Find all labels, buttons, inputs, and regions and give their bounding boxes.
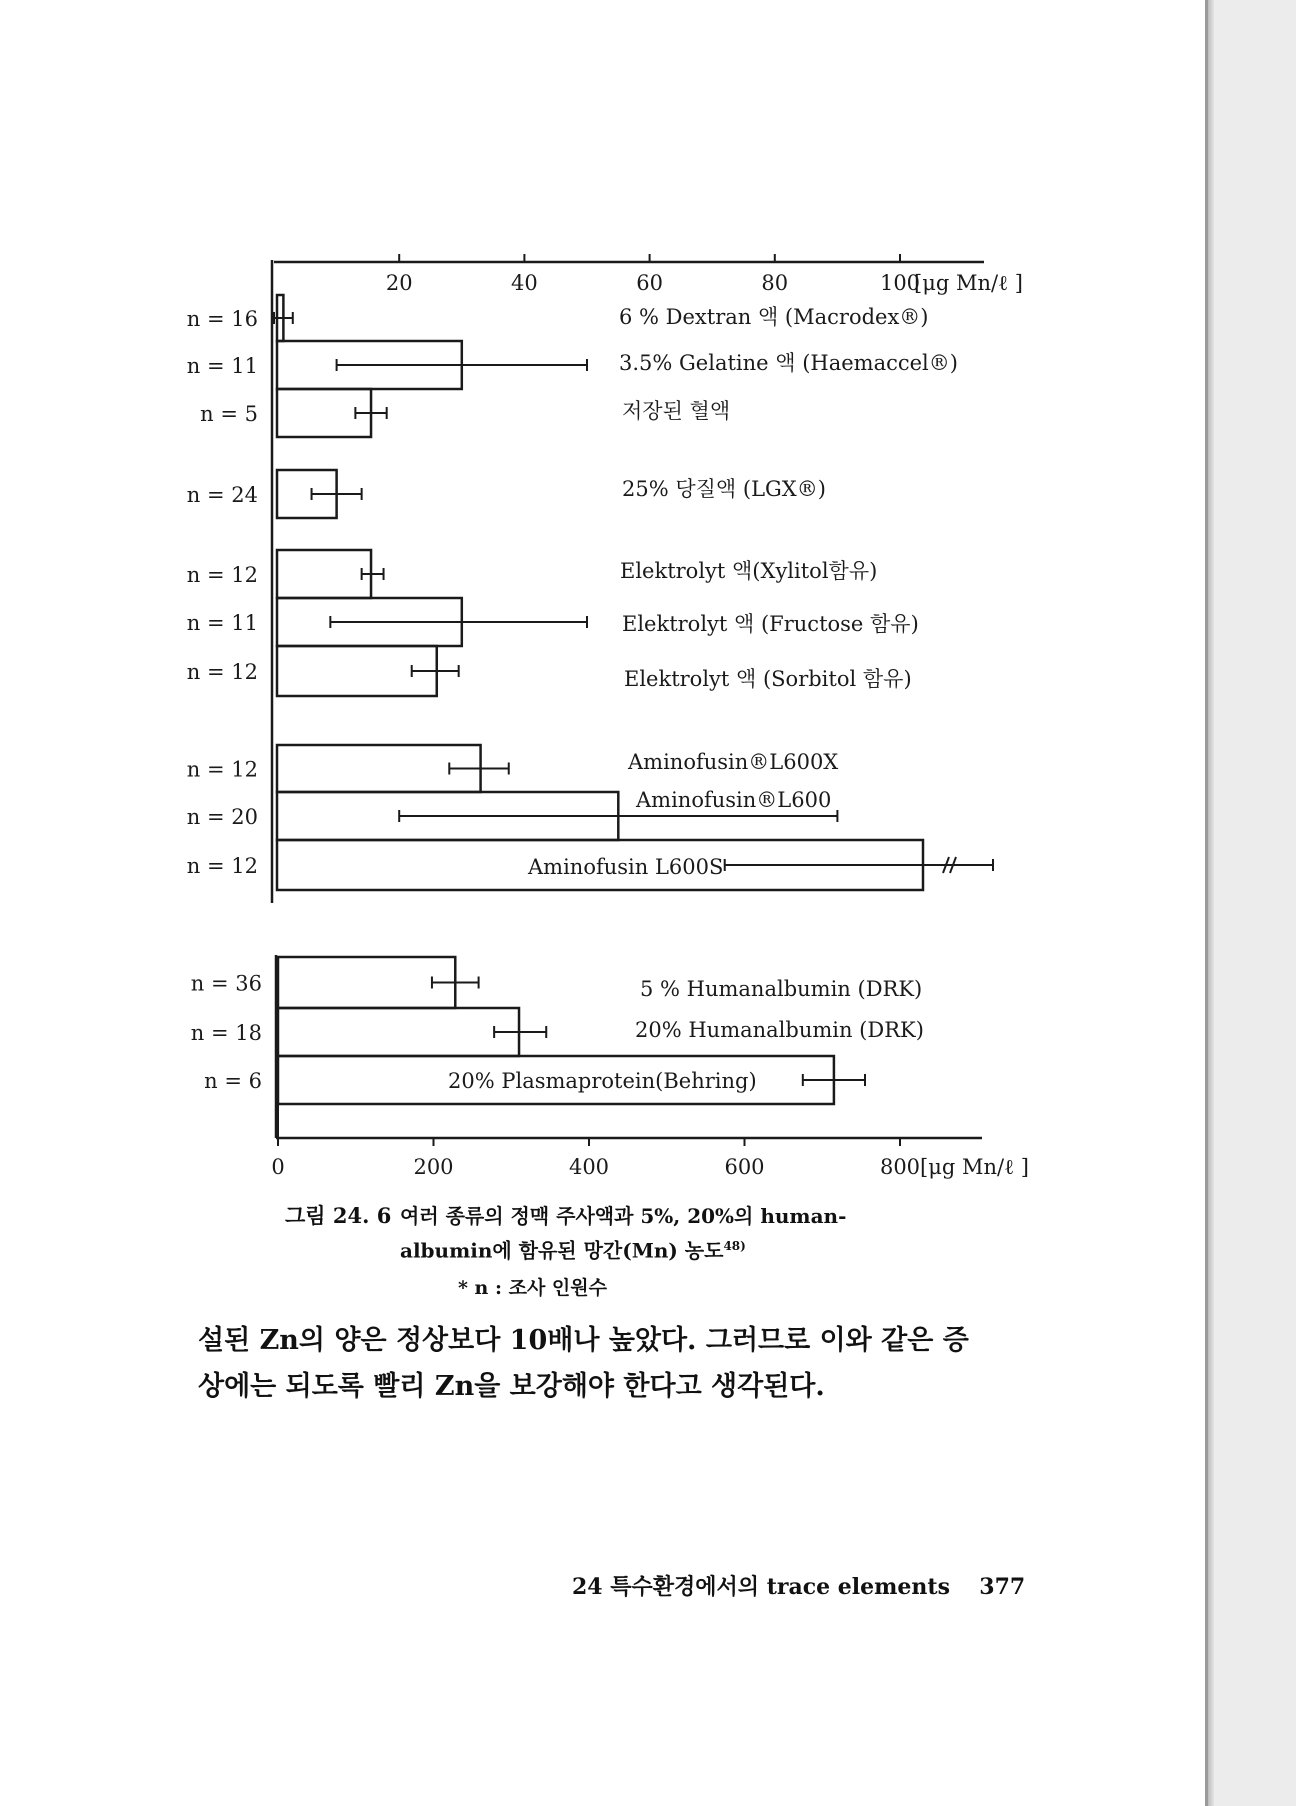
category-label-top-0: 6 % Dextran 액 (Macrodex®) (619, 305, 929, 329)
bottom-tick-label: 400 (568, 1155, 610, 1179)
category-label-top-4: Elektrolyt 액(Xylitol함유) (620, 559, 878, 583)
bottom-tick-label: 200 (413, 1155, 454, 1179)
footer-title: 특수환경에서의 trace elements (610, 1574, 950, 1600)
category-label-bottom-2: 20% Plasmaprotein(Behring) (448, 1069, 757, 1093)
top-tick-label: 20 (385, 271, 413, 295)
bar-bottom-1 (278, 1008, 519, 1056)
top-tick-label: 60 (636, 271, 663, 295)
top-unit-label: [μg Mn/ℓ ] (914, 271, 1023, 295)
n-label-top-7: n = 12 (186, 757, 258, 782)
bottom-unit-label: [μg Mn/ℓ ] (920, 1155, 1029, 1179)
category-label-bottom-0: 5 % Humanalbumin (DRK) (640, 977, 923, 1001)
n-label-bottom-1: n = 18 (190, 1021, 262, 1045)
n-label-top-6: n = 12 (186, 660, 258, 684)
category-label-top-5: Elektrolyt 액 (Fructose 함유) (622, 612, 919, 636)
n-label-top-4: n = 12 (186, 563, 258, 587)
bar-bottom-0 (278, 957, 455, 1008)
category-label-top-3: 25% 당질액 (LGX®) (622, 477, 826, 501)
n-label-top-3: n = 24 (186, 483, 258, 507)
n-label-bottom-2: n = 6 (204, 1069, 262, 1093)
page-edge (1208, 0, 1214, 1806)
category-label-top-8: Aminofusin®L600 (636, 788, 832, 812)
bottom-tick-label: 0 (271, 1155, 285, 1179)
n-label-top-8: n = 20 (186, 805, 258, 829)
category-label-top-1: 3.5% Gelatine 액 (Haemaccel®) (619, 351, 958, 375)
n-label-bottom-0: n = 36 (190, 971, 262, 996)
top-tick-label: 100 (879, 271, 921, 295)
n-label-top-5: n = 11 (186, 611, 258, 635)
body-paragraph (198, 1318, 1038, 1410)
category-label-top-6: Elektrolyt 액 (Sorbitol 함유) (624, 667, 912, 691)
n-label-top-2: n = 5 (200, 402, 258, 426)
top-tick-label: 80 (761, 271, 789, 295)
bar-top-4 (277, 550, 371, 598)
category-label-top-9: Aminofusin L600S (528, 855, 724, 879)
caption-line-1: 여러 종류의 정맥 주사액과 5%, 20%의 human- (400, 1204, 847, 1228)
n-label-top-9: n = 12 (186, 854, 258, 878)
body-line-2: 상에는 되도록 빨리 Zn을 보강해야 한다고 생각된다. (198, 1371, 825, 1402)
category-label-top-2: 저장된 혈액 (622, 399, 731, 423)
caption-reference: 48) (723, 1239, 746, 1253)
bottom-tick-label: 600 (724, 1155, 765, 1179)
body-line-1: 설된 Zn의 양은 정상보다 10배나 높았다. 그러므로 이와 같은 증 (198, 1325, 969, 1356)
n-label-top-0: n = 16 (186, 307, 258, 331)
caption-line-2: albumin에 함유된 망간(Mn) 농도 (400, 1238, 724, 1263)
n-label-top-1: n = 11 (186, 354, 258, 378)
figure-number: 그림 24. 6 (285, 1203, 392, 1228)
category-label-top-7: Aminofusin®L600X (628, 750, 839, 774)
figure-caption (285, 1200, 1005, 1266)
bottom-tick-label: 800 (879, 1155, 921, 1179)
top-tick-label: 40 (511, 271, 538, 295)
footer-page-number: 377 (979, 1574, 1026, 1600)
footer-chapter: 24 (572, 1574, 603, 1600)
caption-footnote: * n : 조사 인원수 (458, 1277, 607, 1299)
category-label-bottom-1: 20% Humanalbumin (DRK) (635, 1018, 924, 1042)
page-footer (572, 1570, 1025, 1601)
